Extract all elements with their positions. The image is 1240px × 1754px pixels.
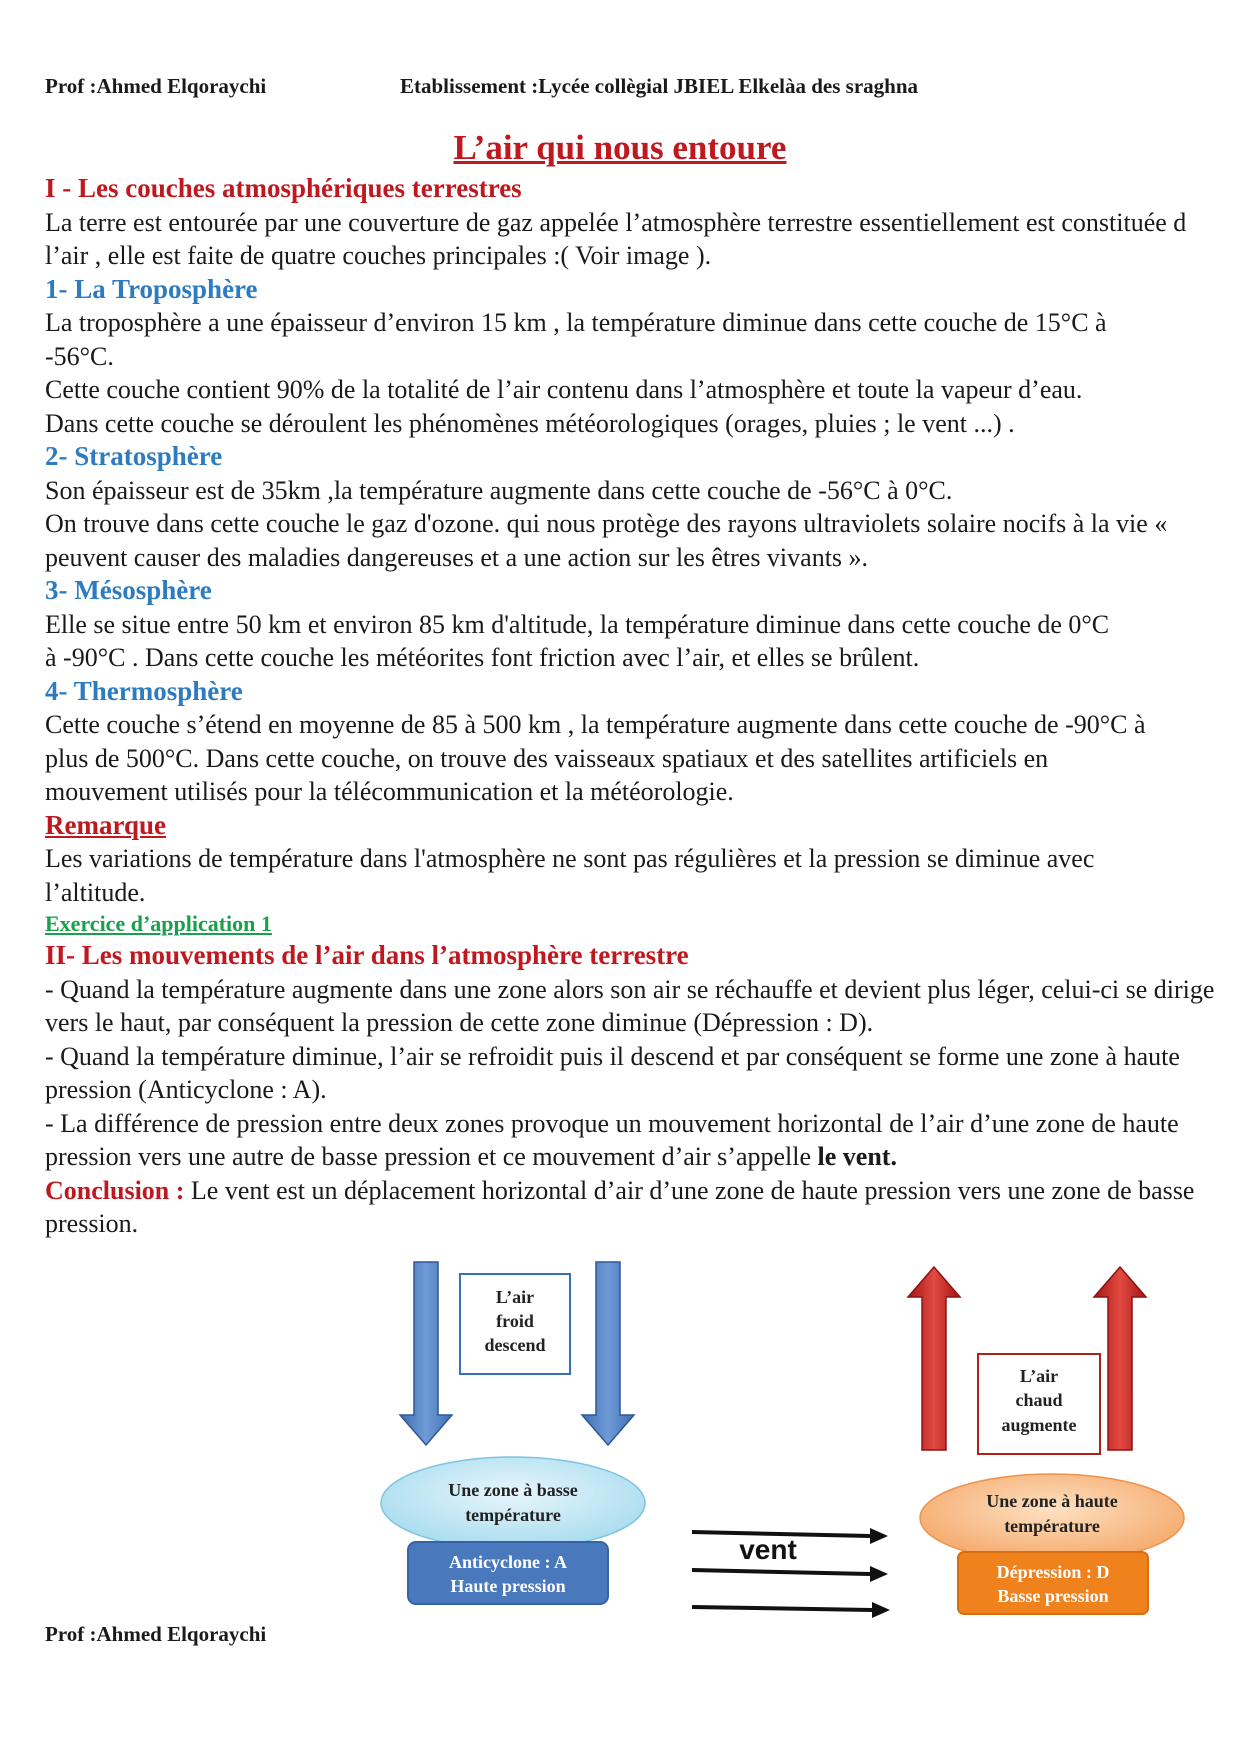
down-arrow-left-icon [400, 1262, 452, 1445]
wind-arrow-3-icon [692, 1607, 872, 1610]
mesosphere-para-1: Elle se situe entre 50 km et environ 85 km d'altitude, la température diminue dans cette couche de 0°C à -90°C . Dans cette couche les météorites font friction avec l’air, et elles se brûlent. [45, 609, 1110, 672]
troposphere-para-1: La troposphère a une épaisseur d’environ 15 km , la température diminue dans cette couche de 15°C à -56°C. [45, 308, 1107, 371]
remark-heading: Remarque [45, 809, 166, 840]
wind-label: vent [739, 1534, 797, 1565]
wind-arrow-2-icon [692, 1570, 870, 1574]
hot-air-line-2: chaud [1015, 1390, 1063, 1410]
depression-line-2: Basse pression [997, 1586, 1109, 1606]
high-temp-zone-line-1: Une zone à haute [986, 1491, 1118, 1511]
troposphere-para-2: Cette couche contient 90% de la totalité de l’air contenu dans l’atmosphère et toute la vapeur d’eau. [45, 375, 1083, 404]
anticyclone-line-1: Anticyclone : A [449, 1552, 567, 1572]
depression-line-1: Dépression : D [996, 1562, 1110, 1582]
stratosphere-para-1: Son épaisseur est de 35km ,la température augmente dans cette couche de -56°C à 0°C. [45, 475, 953, 505]
low-temp-zone-line-2: température [465, 1505, 561, 1525]
troposphere-para-3: Dans cette couche se déroulent les phénomènes météorologiques (orages, pluies ; le vent ...) . [45, 408, 1015, 438]
cold-air-line-3: descend [484, 1335, 546, 1355]
section-1-heading: I - Les couches atmosphériques terrestres [45, 173, 522, 203]
low-temp-zone-line-1: Une zone à basse [448, 1480, 578, 1500]
thermosphere-para-1: Cette couche s’étend en moyenne de 85 à 500 km , la température augmente dans cette couche de -90°C à plus de 500°C. Dans cette couche, on trouve des vaisseaux spatiaux et des satellites artificiels en mouvement utilisés pour la télécommunication et la météorologie. [45, 710, 1146, 806]
section-2-item-1: - Quand la température augmente dans une zone alors son air se réchauffe et devient plus léger, celui-ci se dirige vers le haut, par conséquent la pression de cette zone diminue (Dépression : D). [45, 974, 1215, 1037]
stratosphere-para-2: On trouve dans cette couche le gaz d'ozone. qui nous protège des rayons ultraviolets solaire nocifs à la vie « peuvent causer des maladies dangereuses et a une action sur les êtres vivants ». [45, 509, 1168, 572]
cold-air-line-1: L’air [495, 1287, 535, 1307]
section-2-item-2: - Quand la température diminue, l’air se refroidit puis il descend et par conséquent se forme une zone à haute pression (Anticyclone : A). [45, 1041, 1180, 1104]
mesosphere-heading: 3- Mésosphère [45, 575, 212, 605]
header-teacher: Prof :Ahmed Elqoraychi [45, 74, 267, 98]
down-arrow-right-icon [582, 1262, 634, 1445]
wind-arrowhead-2-icon [870, 1566, 888, 1582]
header-school: Etablissement :Lycée collègial JBIEL Elkelàa des sraghna [400, 74, 919, 98]
remark-text: Les variations de température dans l'atmosphère ne sont pas régulières et la pression se diminue avec l’altitude. [45, 844, 1095, 907]
high-temp-zone-line-2: température [1004, 1516, 1100, 1536]
section-2-heading: II- Les mouvements de l’air dans l’atmosphère terrestre [45, 940, 689, 970]
section-2-item-3 [45, 1107, 1215, 1174]
footer-teacher: Prof :Ahmed Elqoraychi [45, 1622, 267, 1646]
thermosphere-heading: 4- Thermosphère [45, 675, 243, 706]
conclusion-text: Le vent est un déplacement horizontal d’air d’une zone de haute pression vers une zone de basse pression. [45, 1175, 1195, 1238]
anticyclone-line-2: Haute pression [450, 1576, 566, 1596]
low-temp-zone [381, 1457, 645, 1549]
troposphere-heading: 1- La Troposphère [45, 273, 258, 304]
up-arrow-left-icon [908, 1267, 960, 1450]
hot-air-line-1: L’air [1019, 1366, 1059, 1386]
exercise-link[interactable]: Exercice d’application 1 [45, 911, 272, 936]
up-arrow-right-icon [1094, 1267, 1146, 1450]
stratosphere-heading: 2- Stratosphère [45, 441, 223, 471]
air-movement-diagram [0, 1250, 1240, 1630]
conclusion [45, 1174, 1215, 1241]
wind-term: le vent. [817, 1142, 897, 1171]
main-content [45, 172, 1215, 1241]
conclusion-label: Conclusion : [45, 1175, 185, 1205]
hot-air-line-3: augmente [1001, 1415, 1077, 1435]
section-2-item-3-text: - La différence de pression entre deux zones provoque un mouvement horizontal de l’air d’une zone de haute pression vers une autre de basse pression et ce mouvement d’air s’appelle [45, 1108, 1179, 1171]
wind-arrowhead-1-icon [870, 1528, 888, 1544]
cold-air-line-2: froid [496, 1311, 534, 1331]
page-title: L’air qui nous entoure [453, 128, 787, 167]
wind-arrowhead-3-icon [872, 1602, 890, 1618]
section-1-intro: La terre est entourée par une couverture de gaz appelée l’atmosphère terrestre essentiellement est constituée d l’air , elle est faite de quatre couches principales :( Voir image ). [45, 207, 1187, 270]
